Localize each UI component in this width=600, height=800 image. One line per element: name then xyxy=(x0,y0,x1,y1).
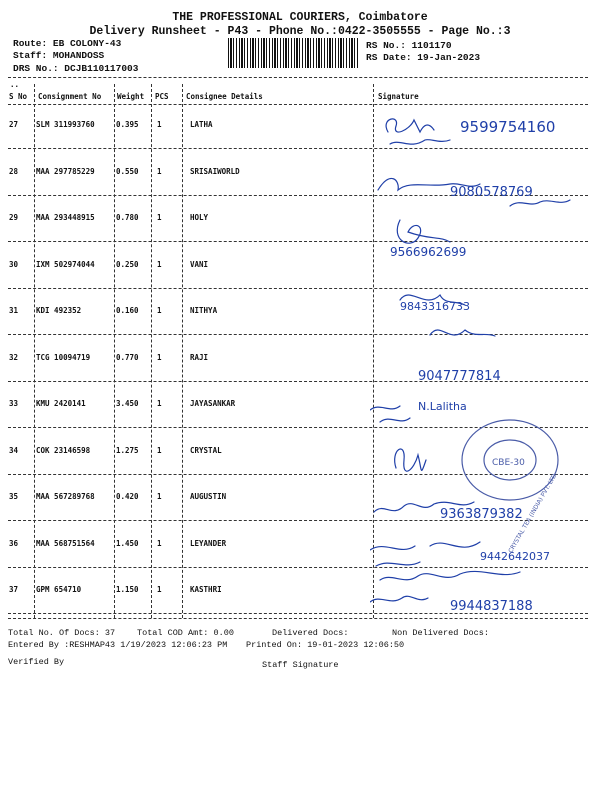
rs-number: RS No.: 1101170 xyxy=(366,40,452,51)
signature-phone: 9843316733 xyxy=(400,300,470,313)
row-consignee: RAJI xyxy=(190,352,209,362)
row-consignee: KASTHRI xyxy=(190,585,222,594)
row-consignment: KDI 492352 xyxy=(36,306,82,315)
row-weight: 0.550 xyxy=(116,166,139,176)
row-sno: 27 xyxy=(9,120,19,129)
row-consignee: JAYASANKAR xyxy=(190,399,236,408)
signature-scribble xyxy=(390,140,450,145)
verified-by: Verified By xyxy=(8,657,65,667)
row-sno: 30 xyxy=(9,259,19,269)
row-sno: 36 xyxy=(9,538,19,548)
col-header-weight: Weight xyxy=(117,92,145,101)
barcode xyxy=(228,38,360,68)
row-pcs: 1 xyxy=(157,399,162,408)
drs-number: DRS No.: DCJB110117003 xyxy=(13,63,139,74)
rs-date: RS Date: 19-Jan-2023 xyxy=(366,52,481,63)
signature-scribble xyxy=(430,542,480,547)
total-cod: Total COD Amt: 0.00 xyxy=(137,628,234,638)
row-consignment: MAA 568751564 xyxy=(36,538,95,548)
row-sno: 35 xyxy=(9,492,19,501)
column-divider xyxy=(114,84,115,618)
stamp-center: CBE-30 xyxy=(492,458,525,468)
signature-scribble xyxy=(386,119,434,132)
row-consignment: COK 23146598 xyxy=(36,445,91,455)
row-consignee: VANI xyxy=(190,259,209,269)
column-divider xyxy=(182,84,183,618)
row-consignment: SLM 311993760 xyxy=(36,120,95,129)
row-sno: 37 xyxy=(9,585,19,594)
signature-name: N.Lalitha xyxy=(418,400,467,413)
row-sno: 28 xyxy=(9,166,19,176)
signature-phone: 9363879382 xyxy=(440,507,523,522)
row-pcs: 1 xyxy=(157,538,162,548)
signature-scribble xyxy=(510,200,570,206)
col-header-signature: Signature xyxy=(378,92,419,101)
row-pcs: 1 xyxy=(157,166,162,176)
row-consignment: KMU 2420141 xyxy=(36,399,86,408)
col-header-sno: S No xyxy=(9,92,28,101)
col-header-consignee: Consignee Details xyxy=(186,92,263,101)
signature-phone: 9047777814 xyxy=(418,369,501,384)
staff-label: Staff: MOHANDOSS xyxy=(13,50,105,61)
row-consignee: LATHA xyxy=(190,120,213,129)
row-pcs: 1 xyxy=(157,120,162,129)
signature-scribble xyxy=(380,571,520,580)
row-pcs: 1 xyxy=(157,585,162,594)
row-consignee: CRYSTAL xyxy=(190,445,222,455)
row-weight: 1.275 xyxy=(116,445,139,455)
route-label: Route: EB COLONY-43 xyxy=(13,38,122,49)
row-weight: 0.250 xyxy=(116,259,139,269)
row-sno: 33 xyxy=(9,399,19,408)
row-consignment: MAA 293448915 xyxy=(36,213,95,222)
signature-phone: 9944837188 xyxy=(450,599,533,614)
row-pcs: 1 xyxy=(157,259,162,269)
row-consignee: HOLY xyxy=(190,213,209,222)
signature-scribble xyxy=(370,406,410,422)
row-weight: 0.160 xyxy=(116,306,139,315)
row-consignment: MAA 567289768 xyxy=(36,492,95,501)
row-weight: 1.450 xyxy=(116,538,139,548)
signature-phone: 9080578769 xyxy=(450,185,533,200)
row-sno: 31 xyxy=(9,306,19,315)
col-header-consignment: Consignment No xyxy=(38,92,102,101)
pre-header-mark: .. xyxy=(10,80,20,89)
row-pcs: 1 xyxy=(157,445,162,455)
delivered-docs: Delivered Docs: xyxy=(272,628,349,638)
row-consignment: TCG 10094719 xyxy=(36,352,91,362)
non-delivered-docs: Non Delivered Docs: xyxy=(392,628,489,638)
total-docs: Total No. Of Docs: 37 xyxy=(8,628,116,638)
runsheet-subtitle: Delivery Runsheet - P43 - Phone No.:0422-3505555 - Page No.:3 xyxy=(89,25,511,38)
company-title: THE PROFESSIONAL COURIERS, Coimbatore xyxy=(172,11,428,24)
row-consignee: NITHYA xyxy=(190,306,218,315)
row-pcs: 1 xyxy=(157,213,162,222)
table-top-rule xyxy=(8,77,588,78)
signature-scribble xyxy=(397,220,450,243)
row-pcs: 1 xyxy=(157,306,162,315)
entered-by: Entered By :RESHMAP43 1/19/2023 12:06:23 PM xyxy=(8,640,228,650)
row-consignment: GPM 654710 xyxy=(36,585,82,594)
row-consignment: MAA 297785229 xyxy=(36,166,95,176)
printed-on: Printed On: 19-01-2023 12:06:50 xyxy=(246,640,405,650)
row-consignment: IXM 502974044 xyxy=(36,259,95,269)
signature-scribble xyxy=(430,330,495,336)
signature-scribble xyxy=(370,596,428,602)
signature-area xyxy=(370,110,600,615)
signature-scribble xyxy=(370,546,420,566)
row-sno: 29 xyxy=(9,213,19,222)
row-sno: 34 xyxy=(9,445,19,455)
signature-scribble xyxy=(395,449,426,471)
row-consignee: LEYANDER xyxy=(190,538,227,548)
row-pcs: 1 xyxy=(157,352,162,362)
col-header-pcs: PCS xyxy=(155,92,169,101)
row-sno: 32 xyxy=(9,352,19,362)
row-consignee: AUGUSTIN xyxy=(190,492,227,501)
row-weight: 3.450 xyxy=(116,399,139,408)
signature-phone: 9599754160 xyxy=(460,118,556,136)
column-divider xyxy=(34,84,35,618)
row-pcs: 1 xyxy=(157,492,162,501)
signature-phone: 9566962699 xyxy=(390,245,467,259)
row-weight: 1.150 xyxy=(116,585,139,594)
row-weight: 0.420 xyxy=(116,492,139,501)
row-weight: 0.780 xyxy=(116,213,139,222)
staff-signature: Staff Signature xyxy=(262,660,339,670)
row-weight: 0.395 xyxy=(116,120,139,129)
column-divider xyxy=(151,84,152,618)
header-rule xyxy=(8,104,588,105)
table-bottom-rule xyxy=(8,618,588,619)
signature-phone: 9442642037 xyxy=(480,550,550,563)
stamp-text: CRYSTAL TEA (INDIA) PVT. LTD. xyxy=(507,471,560,555)
row-weight: 0.770 xyxy=(116,352,139,362)
row-consignee: SRISAIWORLD xyxy=(190,166,240,176)
